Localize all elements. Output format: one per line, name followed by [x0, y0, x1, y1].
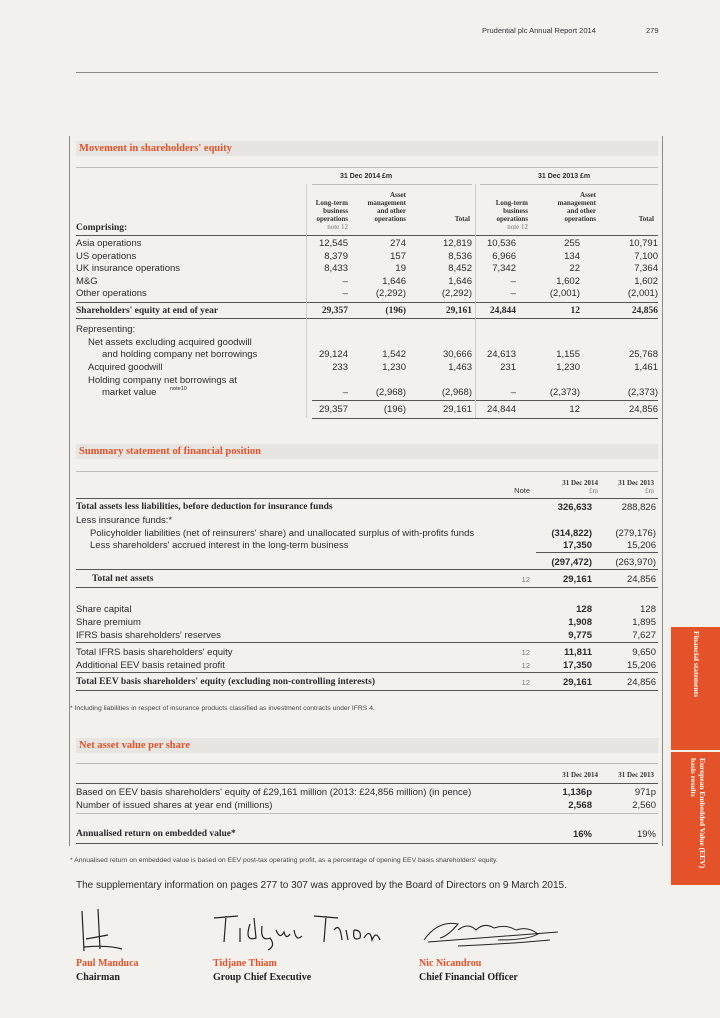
row-label: Annualised return on embedded value*: [76, 829, 236, 839]
rule: [76, 587, 658, 588]
rule: [76, 642, 658, 643]
col-head-unit: £m: [645, 487, 654, 495]
cell-value: –: [510, 275, 516, 287]
rule: [76, 843, 658, 844]
row-label: UK insurance operations: [76, 263, 181, 275]
row-label: Acquired goodwill: [88, 362, 163, 373]
cell-value: (2,968): [441, 387, 472, 398]
cell-value-2013: 9,650: [632, 647, 656, 658]
table-row: [76, 305, 658, 318]
row-label: Based on EEV basis shareholders' equity of £29,161 million (2013: £24,856 million) (in pence): [76, 787, 472, 798]
cell-value: 157: [390, 250, 406, 262]
row-label: Other operations: [76, 288, 147, 300]
table-row: [76, 573, 658, 586]
cell-value: –: [342, 275, 348, 287]
cell-value: (196): [383, 404, 406, 415]
cell-value-2013: 19%: [636, 829, 656, 840]
sidebar-tab-financial-statements[interactable]: [671, 627, 720, 750]
rule: [76, 302, 658, 303]
rule: [76, 167, 658, 168]
col-head-note: note 12: [327, 223, 348, 231]
col-head-2013: 31 Dec 2013: [618, 771, 654, 779]
cell-value-2014: 128: [576, 604, 592, 615]
table-row: [76, 556, 658, 569]
cell-value: 8,536: [448, 250, 472, 262]
cell-value: 24,856: [628, 404, 658, 415]
cell-value-2014: 326,633: [557, 502, 592, 513]
rule: [76, 471, 658, 472]
col-head-am: [540, 191, 596, 223]
signature-nicandrou: [418, 912, 568, 952]
row-note-ref: note10: [170, 386, 187, 392]
rule: [76, 672, 658, 673]
total-row: [76, 403, 658, 416]
cell-value: (2,001): [627, 288, 658, 300]
cell-value-2013: 1,895: [632, 617, 656, 628]
col-head-unit: £m: [589, 487, 598, 495]
cell-value: (2,292): [441, 288, 472, 300]
cell-value-2013: 971p: [634, 787, 656, 798]
cell-value: 30,666: [442, 349, 472, 360]
table-row: [76, 348, 658, 361]
cell-value-2014: 11,811: [563, 647, 592, 658]
table-row: [76, 629, 658, 642]
cell-value: 134: [564, 250, 580, 262]
row-label: Representing:: [76, 324, 136, 335]
col-head-total: Total: [454, 215, 470, 223]
col-head-line: management: [367, 199, 406, 207]
row-label: market value: [102, 387, 157, 398]
table-row: [76, 287, 658, 300]
cell-value: (196): [385, 306, 406, 316]
col-head-line: operations: [564, 215, 596, 223]
cell-value: 8,433: [324, 263, 348, 275]
row-label: Less shareholders' accrued interest in the long-term business: [90, 540, 349, 551]
table-row: [76, 237, 658, 250]
cell-value: 1,463: [448, 362, 472, 373]
approval-statement: The supplementary information on pages 277 to 307 was approved by the Board of Directors on 9 March 2015.: [76, 880, 567, 891]
col-head-line: Asset: [390, 191, 406, 199]
cell-value-2013: 15,206: [626, 540, 656, 551]
cell-value-2013: (279,176): [615, 528, 656, 539]
rule: [536, 552, 658, 553]
rule: [312, 184, 472, 185]
cell-value: 233: [332, 362, 348, 373]
cell-value-2014: 29,161: [562, 574, 592, 585]
signatory-role: Chairman: [76, 972, 120, 983]
cell-value-2013: 15,206: [626, 660, 656, 671]
col-head-note: Note: [514, 486, 530, 495]
rule: [480, 184, 658, 185]
row-label: Total net assets: [92, 574, 154, 584]
cell-value: (2,373): [549, 387, 580, 398]
cell-value-2014: (314,822): [551, 528, 592, 539]
signatory-role: Chief Financial Officer: [419, 972, 518, 983]
col-head-line: operations: [374, 215, 406, 223]
col-head-total: Total: [638, 215, 654, 223]
col-head-line: operations: [496, 215, 528, 223]
row-label: IFRS basis shareholders' reserves: [76, 630, 221, 641]
cell-value: 24,613: [486, 349, 516, 360]
row-label: Total EEV basis shareholders' equity (excluding non-controlling interests): [76, 677, 376, 687]
cell-value: –: [510, 387, 516, 398]
row-note: 12: [521, 575, 530, 584]
cell-value: 12,819: [442, 238, 472, 249]
row-label: Share premium: [76, 617, 141, 628]
row-note: 12: [521, 678, 530, 687]
period-2014: 31 Dec 2014 £m: [340, 173, 393, 180]
cell-value: 274: [390, 238, 406, 249]
cell-value-2014: 2,568: [568, 800, 592, 811]
sidebar-label: [689, 758, 707, 878]
section-title-nav: Net asset value per share: [79, 740, 191, 751]
sidebar-label: Financial statements: [692, 631, 701, 698]
col-head-note: note 12: [507, 223, 528, 231]
cell-value: 24,844: [486, 404, 516, 415]
col-head-line: and other: [377, 207, 406, 215]
table-row: [76, 603, 658, 616]
cell-value: 29,161: [445, 306, 472, 316]
cell-value: 24,844: [489, 306, 516, 316]
table-row: [76, 275, 658, 288]
col-head-line: and other: [567, 207, 596, 215]
cell-value: 8,452: [448, 263, 472, 275]
cell-value-2014: 9,775: [568, 630, 592, 641]
col-head-line: operations: [316, 215, 348, 223]
cell-value: –: [342, 288, 348, 300]
rule: [76, 813, 658, 814]
cell-value-2014: 1,136p: [562, 787, 592, 798]
row-label: Asia operations: [76, 238, 142, 249]
cell-value-2013: 288,826: [621, 502, 656, 513]
cell-value: 25,768: [628, 349, 658, 360]
row-label: Share capital: [76, 604, 132, 615]
rule: [76, 235, 658, 236]
table-row: [76, 250, 658, 263]
cell-value: 22: [569, 263, 580, 275]
col-head-line: 31 Dec 2013: [618, 479, 654, 487]
cell-value: 1,542: [382, 349, 406, 360]
cell-value: 1,646: [448, 275, 472, 287]
col-head-line: business: [503, 207, 528, 215]
table-row: [76, 262, 658, 275]
cell-value: 1,646: [382, 275, 406, 287]
table-row: [76, 386, 658, 399]
table-row: [76, 539, 658, 552]
rule: [76, 690, 658, 691]
cell-value: (2,373): [627, 387, 658, 398]
frame-left: [69, 136, 70, 846]
cell-value: 8,379: [324, 250, 348, 262]
row-label: Additional EEV basis retained profit: [76, 660, 225, 671]
table-row: [76, 828, 658, 841]
cell-value-2014: 16%: [572, 829, 592, 840]
cell-value-2014: 29,161: [562, 677, 592, 688]
report-title: Prudential plc Annual Report 2014: [482, 26, 596, 35]
comprising-label: Comprising:: [76, 223, 128, 233]
nav-footnote: * Annualised return on embedded value is based on EEV post-tax operating profit, as a percentage of opening EEV basis shareholders' equity.: [70, 857, 498, 864]
col-head-2014: 31 Dec 2014: [562, 771, 598, 779]
cell-value: 1,155: [556, 349, 580, 360]
row-note: 12: [521, 661, 530, 670]
cell-value: 12,545: [318, 238, 348, 249]
cell-value-2013: 7,627: [632, 630, 656, 641]
cell-value-2013: 2,560: [632, 800, 656, 811]
table-row: [76, 799, 658, 812]
page-number: 279: [646, 26, 659, 35]
cell-value: 24,856: [631, 306, 658, 316]
cell-value-2014: 17,350: [562, 660, 592, 671]
section-title-equity: Movement in shareholders' equity: [79, 143, 232, 154]
cell-value: 10,791: [628, 238, 658, 249]
cell-value: 10,536: [486, 238, 516, 249]
signature-thiam: [210, 912, 385, 952]
cell-value: 231: [500, 362, 516, 373]
cell-value-2014: 1,908: [568, 617, 592, 628]
row-label: Number of issued shares at year end (millions): [76, 800, 273, 811]
table-row: [76, 323, 658, 336]
cell-value-2013: 24,856: [626, 677, 656, 688]
cell-value: 29,161: [442, 404, 472, 415]
row-label: Policyholder liabilities (net of reinsurers' share) and unallocated surplus of with-profits funds: [90, 528, 475, 539]
row-label: Holding company net borrowings at: [88, 375, 237, 386]
cell-value-2014: (297,472): [551, 557, 592, 568]
cell-value: (2,001): [549, 288, 580, 300]
rule: [76, 783, 658, 784]
table-row: [76, 786, 658, 799]
table-row: [76, 514, 658, 527]
rule: [76, 763, 658, 764]
table-row: [76, 646, 658, 659]
sidebar-label-text: European Embedded Value (EEV) basis results: [689, 758, 707, 869]
position-footnote: * Including liabilities in respect of insurance products classified as investment contracts under IFRS 4.: [70, 705, 375, 712]
rule: [76, 498, 658, 499]
signatory-name: Tidjane Thiam: [213, 958, 277, 969]
row-note: 12: [521, 648, 530, 657]
row-label: Less insurance funds:*: [76, 515, 173, 526]
cell-value-2013: (263,970): [615, 557, 656, 568]
col-head-line: management: [557, 199, 596, 207]
signature-manduca: [78, 905, 138, 955]
cell-value: 12: [570, 306, 580, 316]
col-head-line: Long-term: [495, 199, 528, 207]
signatory-role: Group Chief Executive: [213, 972, 312, 983]
table-row: [76, 659, 658, 672]
col-head-lt: [480, 199, 528, 231]
rule: [312, 418, 658, 419]
row-label: and holding company net borrowings: [102, 349, 258, 360]
table-row: [76, 616, 658, 629]
row-label: Total assets less liabilities, before deduction for insurance funds: [76, 502, 333, 512]
cell-value: 7,100: [634, 250, 658, 262]
section-title-position: Summary statement of financial position: [79, 446, 261, 457]
col-head-line: Asset: [580, 191, 596, 199]
cell-value: 1,230: [556, 362, 580, 373]
row-label: M&G: [76, 275, 98, 287]
col-head-lt: [300, 199, 348, 231]
cell-value: 1,602: [634, 275, 658, 287]
col-head-line: 31 Dec 2014: [562, 479, 598, 487]
cell-value-2013: 128: [640, 604, 656, 615]
row-label: US operations: [76, 250, 137, 262]
cell-value: 29,357: [321, 306, 348, 316]
col-head-line: Long-term: [315, 199, 348, 207]
cell-value: 29,357: [318, 404, 348, 415]
rule: [312, 400, 658, 401]
signatory-name: Nic Nicandrou: [419, 958, 482, 969]
rule: [76, 569, 658, 570]
cell-value: 6,966: [492, 250, 516, 262]
cell-value-2014: 17,350: [562, 540, 592, 551]
signatory-name: Paul Manduca: [76, 958, 139, 969]
header-rule: [76, 72, 658, 73]
col-head-2013: [600, 479, 654, 495]
col-head-2014: [540, 479, 598, 495]
cell-value-2013: 24,856: [626, 574, 656, 585]
cell-value: 1,602: [556, 275, 580, 287]
row-label: Net assets excluding acquired goodwill: [88, 337, 252, 348]
rule: [76, 318, 658, 319]
cell-value: 7,364: [634, 263, 658, 275]
cell-value: (2,292): [375, 288, 406, 300]
cell-value: 7,342: [492, 263, 516, 275]
table-row: [76, 676, 658, 689]
column-divider: [306, 184, 307, 418]
period-2013: 31 Dec 2013 £m: [538, 173, 591, 180]
table-row: [76, 361, 658, 374]
cell-value: 29,124: [318, 349, 348, 360]
sidebar-tab-eev-results[interactable]: [671, 752, 720, 885]
cell-value: 1,461: [634, 362, 658, 373]
cell-value: (2,968): [375, 387, 406, 398]
column-divider: [475, 184, 476, 418]
frame-right: [662, 136, 663, 846]
cell-value: 1,230: [382, 362, 406, 373]
col-head-line: business: [323, 207, 348, 215]
table-row: [76, 501, 658, 514]
row-label: Shareholders' equity at end of year: [76, 306, 219, 316]
cell-value: 12: [569, 404, 580, 415]
cell-value: –: [510, 288, 516, 300]
cell-value: –: [342, 387, 348, 398]
row-label: Total IFRS basis shareholders' equity: [76, 647, 233, 658]
col-head-am: [350, 191, 406, 223]
cell-value: 255: [564, 238, 580, 249]
cell-value: 19: [395, 263, 406, 275]
